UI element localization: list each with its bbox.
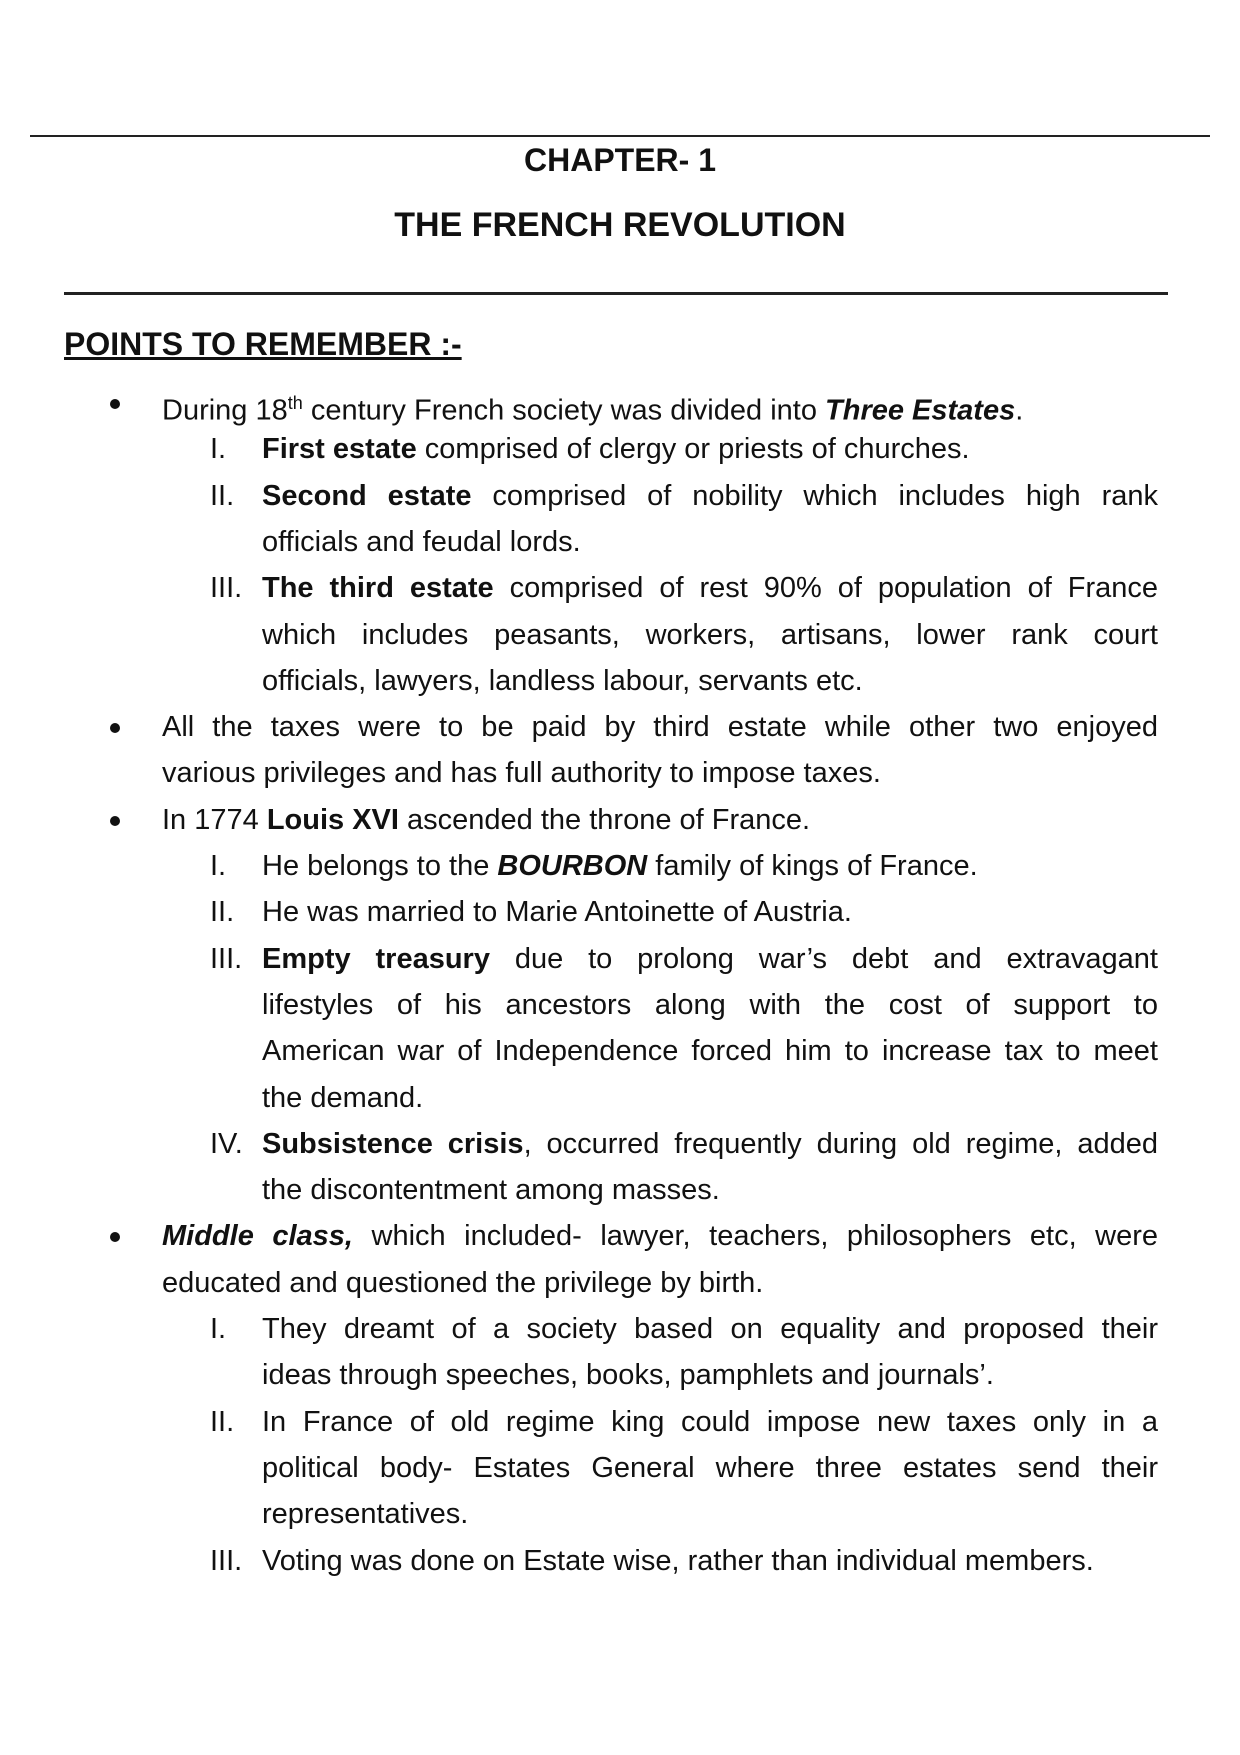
text-run: In 1774 xyxy=(162,803,267,836)
roman-numeral: III. xyxy=(210,1544,243,1577)
roman-numeral: II. xyxy=(210,1405,235,1438)
text-run: comprised of nobility which includes high rank xyxy=(471,479,1158,512)
text-run: comprised of rest 90% of population of France xyxy=(493,572,1158,605)
text-run: First estate xyxy=(262,433,417,466)
text-line xyxy=(262,1075,423,1122)
roman-numeral: IV. xyxy=(210,1127,243,1160)
text-line xyxy=(162,1260,763,1307)
text-run: During 18 xyxy=(162,394,288,427)
text-run: century French society was divided into xyxy=(302,394,826,427)
text-run: ascended the throne of France. xyxy=(398,803,811,836)
text-run: Louis XVI xyxy=(266,803,399,836)
roman-numeral: I. xyxy=(210,1313,227,1345)
text-line xyxy=(262,1167,720,1214)
text-line xyxy=(262,1121,1158,1168)
text-run: American war of Independence forced him to increase tax to meet xyxy=(262,1035,1158,1068)
text-run: . xyxy=(1015,394,1024,427)
text-line xyxy=(262,1445,1158,1492)
text-line xyxy=(262,1306,1158,1353)
text-line xyxy=(262,658,863,705)
text-run: Subsistence crisis xyxy=(262,1127,524,1160)
text-line xyxy=(262,1028,1158,1075)
page-title: THE FRENCH REVOLUTION xyxy=(394,206,846,244)
roman-numeral: I. xyxy=(210,850,227,882)
bullet-icon xyxy=(110,1232,120,1242)
title-rule xyxy=(64,292,1168,295)
text-run: due to prolong war’s debt and extravagant xyxy=(489,942,1158,975)
text-run: the discontentment among masses. xyxy=(262,1174,720,1207)
text-line xyxy=(162,750,881,797)
roman-numeral: III. xyxy=(210,942,243,975)
text-run: Middle class, xyxy=(162,1220,353,1253)
text-run: lifestyles of his ancestors along with the cost of support to xyxy=(262,988,1158,1021)
bullet-icon xyxy=(110,399,120,409)
text-run: ideas through speeches, books, pamphlets and journals’. xyxy=(262,1359,994,1392)
text-run: family of kings of France. xyxy=(647,850,978,882)
text-run: the demand. xyxy=(262,1081,424,1114)
text-line xyxy=(262,1491,468,1538)
text-line xyxy=(262,565,1158,612)
text-run: political body- Estates General where three estates send their xyxy=(262,1451,1158,1484)
text-line xyxy=(262,843,978,890)
roman-numeral: II. xyxy=(210,479,235,512)
roman-numeral: I. xyxy=(210,433,227,466)
text-run: Empty treasury xyxy=(262,942,490,975)
text-run: comprised of clergy or priests of churches. xyxy=(416,433,970,466)
top-rule xyxy=(30,135,1210,137)
text-line xyxy=(262,1538,1094,1585)
bullet-icon xyxy=(110,816,120,826)
text-run: In France of old regime king could impose new taxes only in a xyxy=(262,1405,1158,1438)
text-run: which included- lawyer, teachers, philosophers etc, were xyxy=(352,1220,1158,1253)
text-line xyxy=(262,519,581,566)
text-line xyxy=(162,704,1158,751)
text-line xyxy=(262,612,1158,659)
roman-numeral: II. xyxy=(210,896,235,929)
text-line xyxy=(262,1352,994,1399)
text-run: th xyxy=(287,393,303,413)
text-run: Second estate xyxy=(262,479,472,512)
text-line xyxy=(262,1399,1158,1446)
text-line xyxy=(162,797,810,844)
text-run: various privileges and has full authority to impose taxes. xyxy=(162,757,881,790)
text-run: Three Estates xyxy=(825,394,1016,427)
text-line xyxy=(262,473,1158,520)
text-run: officials, lawyers, landless labour, servants etc. xyxy=(262,664,863,697)
text-run: BOURBON xyxy=(497,850,648,882)
text-run: He was married to Marie Antoinette of Austria. xyxy=(262,896,852,929)
text-run: They dreamt of a society based on equality and proposed their xyxy=(262,1313,1158,1345)
text-run: , occurred frequently during old regime, added xyxy=(523,1127,1158,1160)
text-line xyxy=(262,889,852,936)
text-line xyxy=(162,1213,1158,1260)
text-run: officials and feudal lords. xyxy=(262,525,581,558)
text-run: educated and questioned the privilege by birth. xyxy=(162,1266,764,1299)
text-run: Voting was done on Estate wise, rather than individual members. xyxy=(262,1544,1094,1577)
chapter-label: CHAPTER- 1 xyxy=(523,142,716,178)
text-run: representatives. xyxy=(262,1498,469,1531)
bullet-icon xyxy=(110,723,120,733)
section-heading: POINTS TO REMEMBER :- xyxy=(64,326,462,362)
text-run: The third estate xyxy=(262,572,494,605)
roman-numeral: III. xyxy=(210,572,243,605)
text-line xyxy=(262,982,1158,1029)
text-run: He belongs to the xyxy=(262,850,498,882)
text-run: which includes peasants, workers, artisans, lower rank court xyxy=(262,618,1158,651)
text-line xyxy=(262,936,1158,983)
text-run: All the taxes were to be paid by third estate while other two enjoyed xyxy=(162,711,1158,744)
text-line xyxy=(262,426,970,473)
